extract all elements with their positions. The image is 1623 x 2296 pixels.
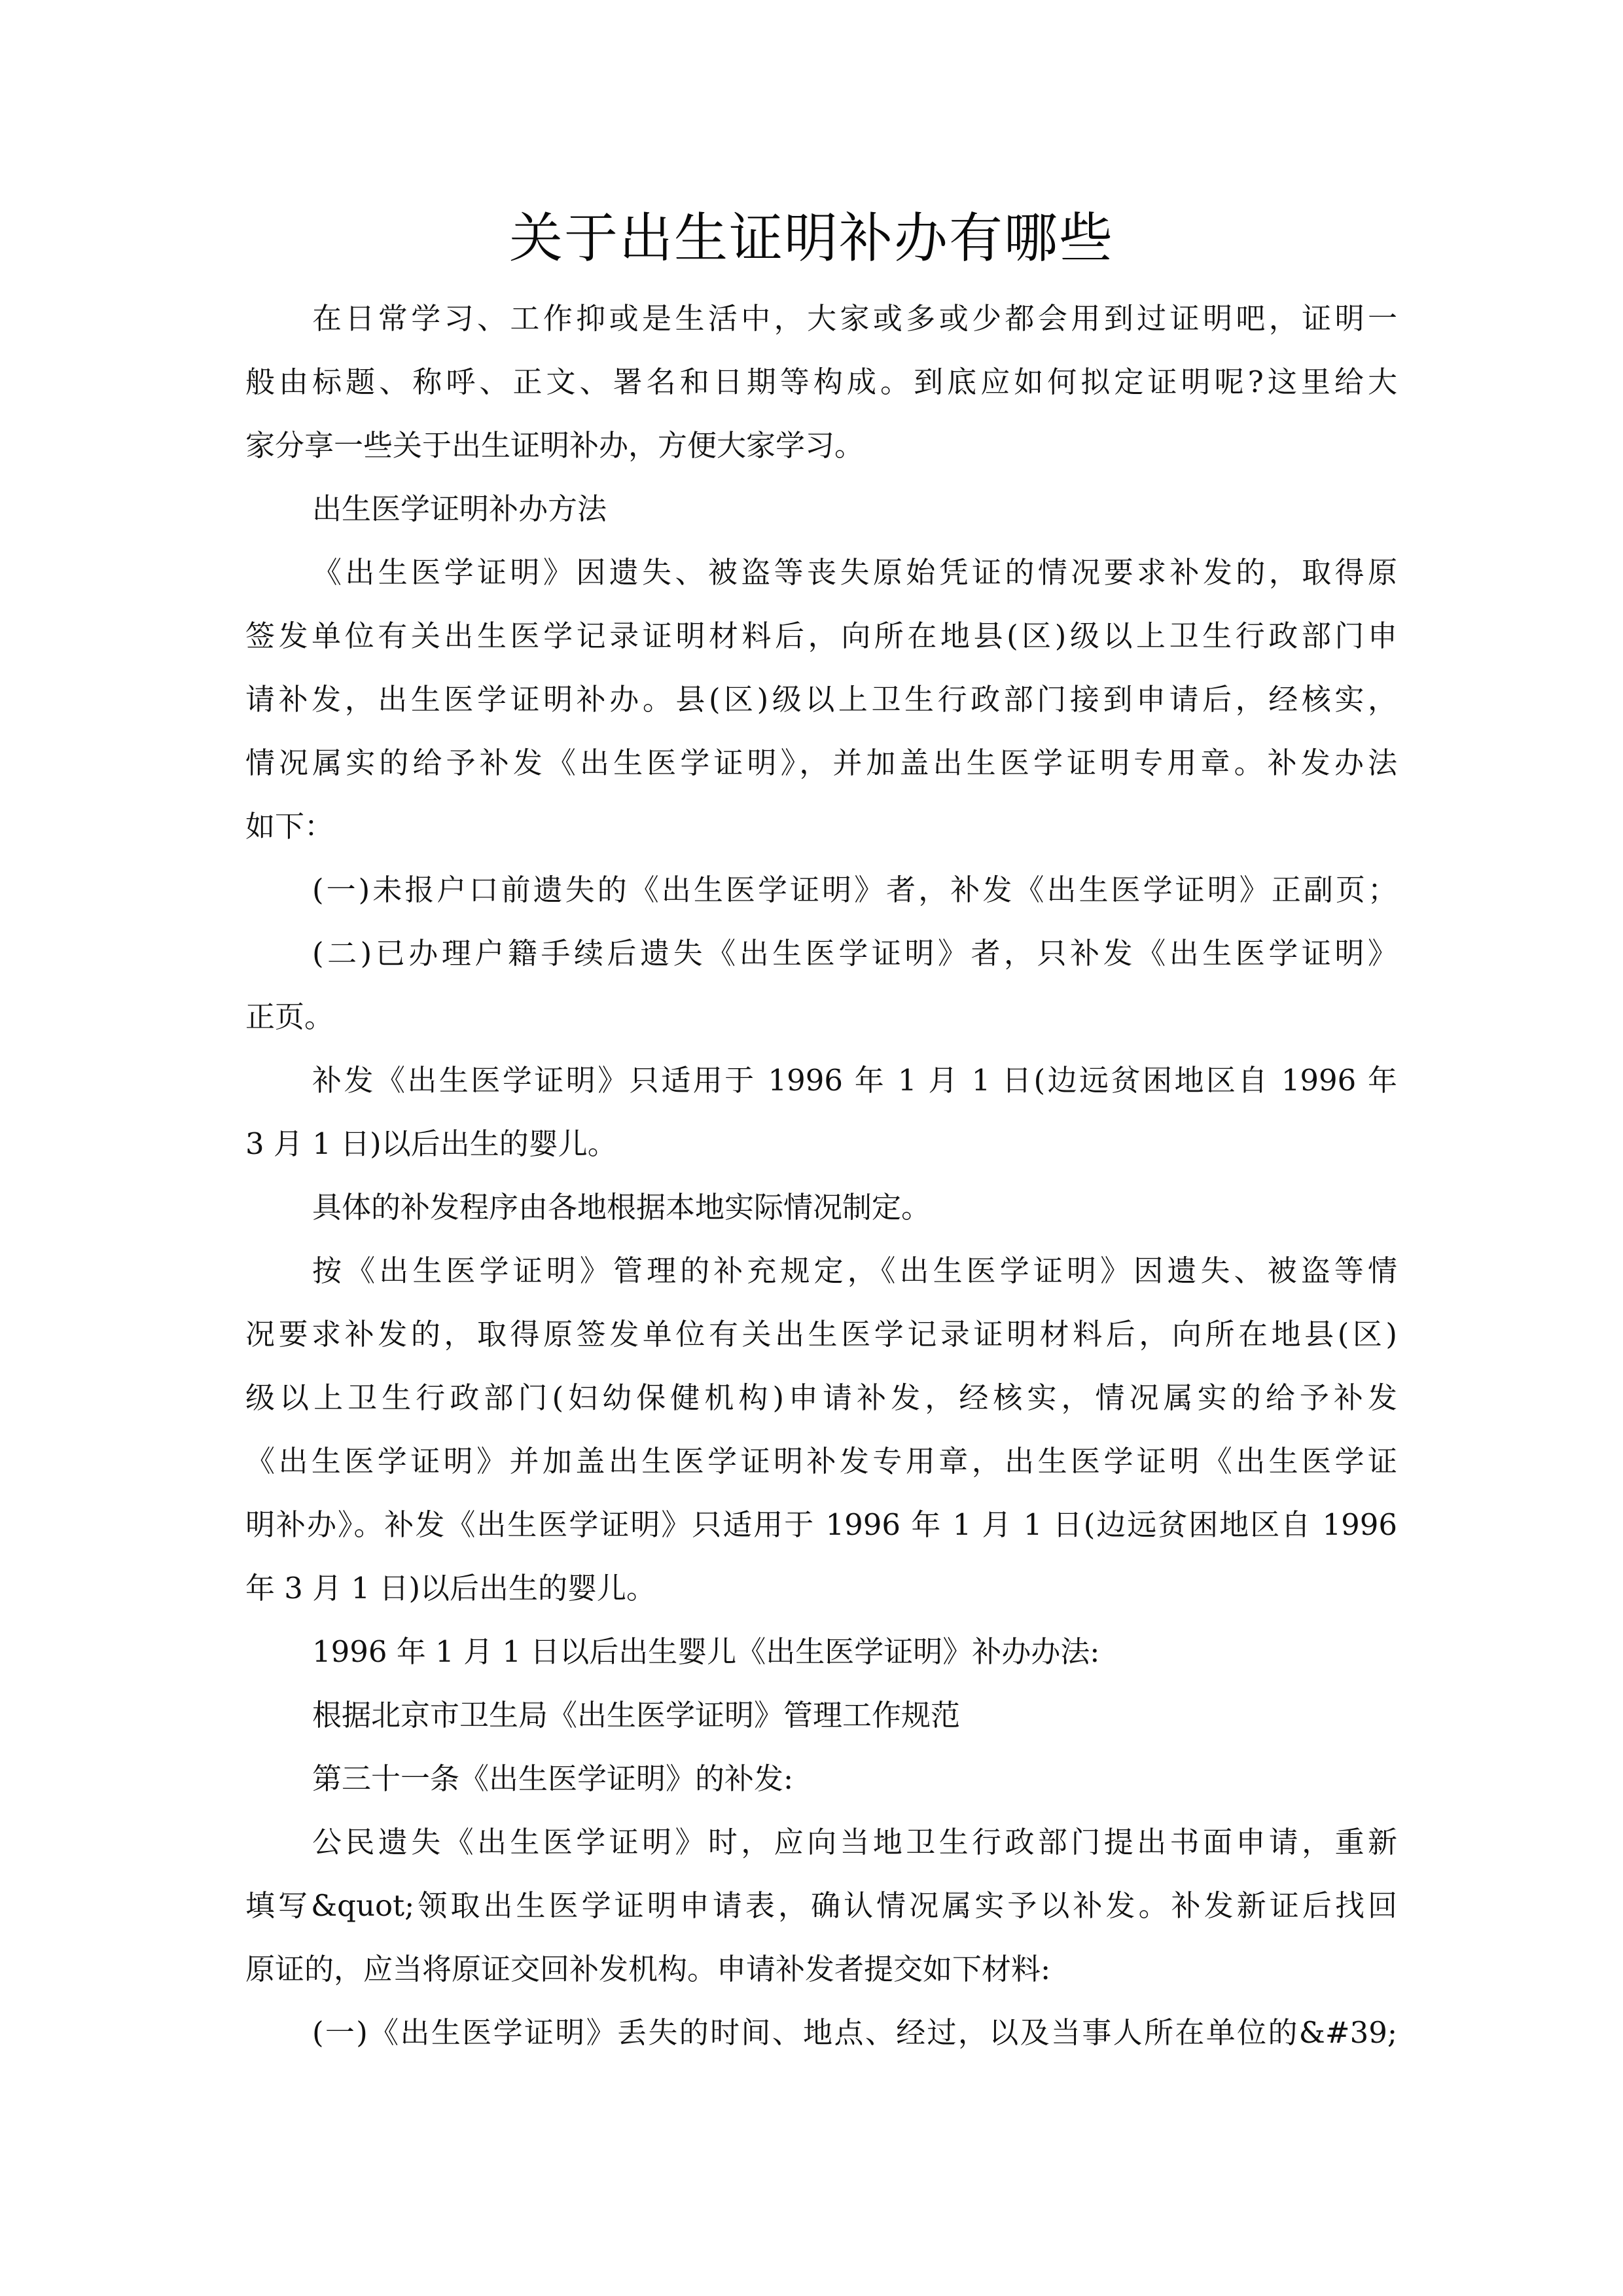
text-line: 1996 年 1 月 1 日以后出生婴儿《出生医学证明》补办办法: [312,1634,1100,1669]
text-line: 情况属实的给予补发《出生医学证明》，并加盖出生医学证明专用章。补发办法 [245,745,1397,780]
document-body [245,287,1397,2064]
text-line: 《出生医学证明》并加盖出生医学证明补发专用章，出生医学证明《出生医学证 [245,1444,1397,1479]
text-line: (一)《出生医学证明》丢失的时间、地点、经过，以及当事人所在单位的&#39; [312,2015,1397,2050]
document-title: 关于出生证明补办有哪些 [508,207,1114,270]
text-line: 明补办》。补发《出生医学证明》只适用于 1996 年 1 月 1 日(边远贫困地区自 1996 [245,1507,1397,1542]
text-line: 补发《出生医学证明》只适用于 1996 年 1 月 1 日(边远贫困地区自 1996 年 [312,1063,1397,1098]
text-line: 第三十一条《出生医学证明》的补发: [312,1761,794,1796]
text-line: (一)未报户口前遗失的《出生医学证明》者，补发《出生医学证明》正副页； [312,872,1397,907]
text-line: 3 月 1 日)以后出生的婴儿。 [245,1126,617,1161]
text-line: 级以上卫生行政部门(妇幼保健机构)申请补发，经核实，情况属实的给予补发 [245,1380,1397,1415]
text-line: 请补发，出生医学证明补办。县(区)级以上卫生行政部门接到申请后，经核实， [245,682,1397,717]
text-line: 签发单位有关出生医学记录证明材料后，向所在地县(区)级以上卫生行政部门申 [245,619,1397,653]
text-line: 具体的补发程序由各地根据本地实际情况制定。 [312,1190,931,1225]
text-line: 家分享一些关于出生证明补办，方便大家学习。 [245,428,865,463]
text-line: 况要求补发的，取得原签发单位有关出生医学记录证明材料后，向所在地县(区) [245,1317,1397,1352]
text-line: 正页。 [245,999,334,1034]
text-line: 如下： [245,809,334,844]
text-line: 《出生医学证明》因遗失、被盗等丧失原始凭证的情况要求补发的，取得原 [312,555,1397,590]
text-line: 出生医学证明补办方法 [312,492,607,526]
text-line: 原证的，应当将原证交回补发机构。申请补发者提交如下材料: [245,1952,1051,1986]
text-line: 在日常学习、工作抑或是生活中，大家或多或少都会用到过证明吧，证明一 [312,301,1397,336]
text-line: 按《出生医学证明》管理的补充规定，《出生医学证明》因遗失、被盗等情 [312,1253,1397,1288]
text-line: 般由标题、称呼、正文、署名和日期等构成。到底应如何拟定证明呢?这里给大 [245,365,1397,399]
text-line: (二)已办理户籍手续后遗失《出生医学证明》者，只补发《出生医学证明》 [312,936,1397,971]
text-line: 公民遗失《出生医学证明》时，应向当地卫生行政部门提出书面申请，重新 [312,1825,1397,1859]
text-line: 填写&quot;领取出生医学证明申请表，确认情况属实予以补发。补发新证后找回 [245,1888,1397,1923]
text-line: 根据北京市卫生局《出生医学证明》管理工作规范 [312,1698,961,1732]
text-line: 年 3 月 1 日)以后出生的婴儿。 [245,1571,656,1605]
